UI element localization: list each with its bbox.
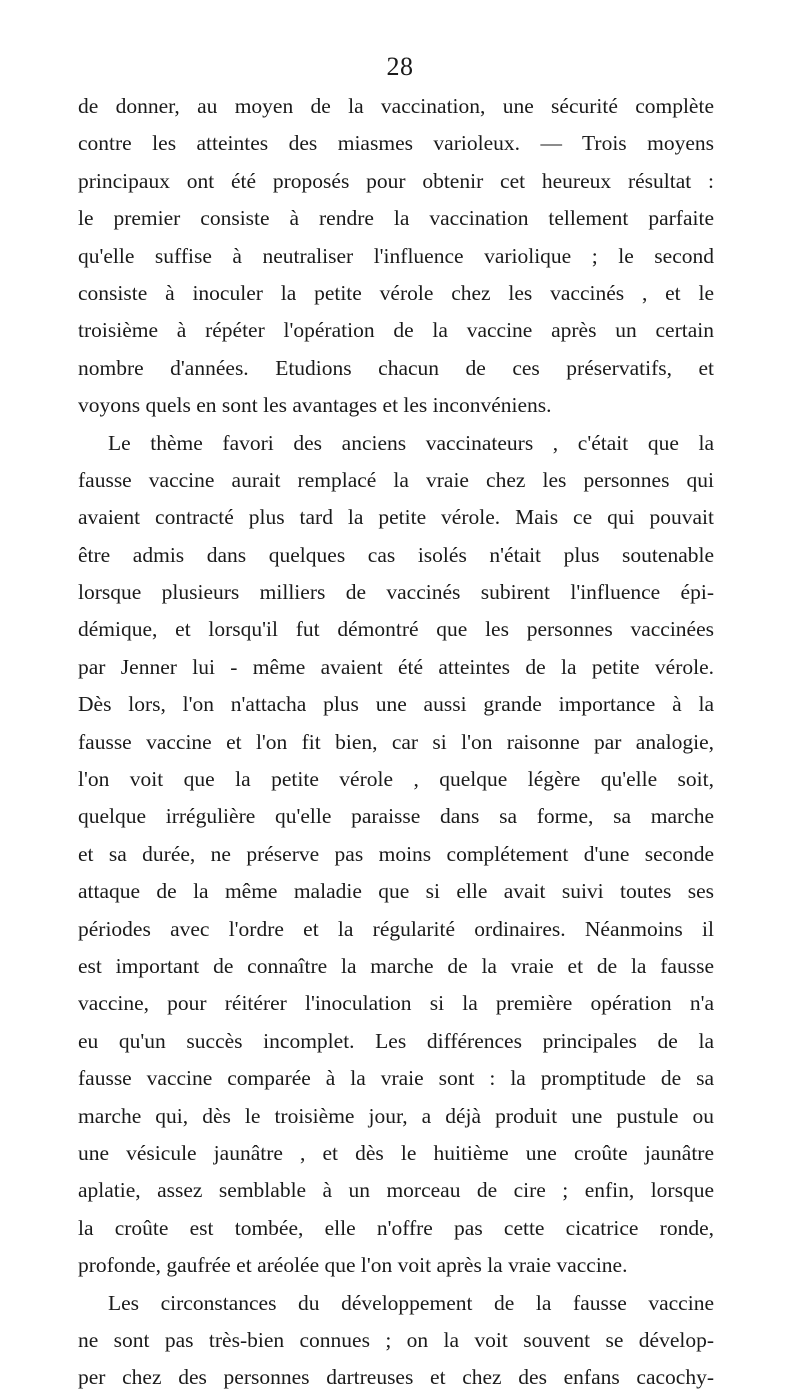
text-line: et sa durée, ne préserve pas moins complétement d'une seconde [78, 841, 714, 866]
text-line: consiste à inoculer la petite vérole chez les vaccinés , et le [78, 280, 714, 305]
text-line: marche qui, dès le troisième jour, a déjà produit une pustule ou [78, 1103, 714, 1128]
text-line: qu'elle suffise à neutraliser l'influence variolique ; le second [78, 243, 714, 268]
text-line: fausse vaccine aurait remplacé la vraie chez les personnes qui [78, 467, 714, 492]
text-line: contre les atteintes des miasmes varioleux. — Trois moyens [78, 131, 714, 156]
text-line: démique, et lorsqu'il fut démontré que les personnes vaccinées [78, 617, 714, 642]
text-line: l'on voit que la petite vérole , quelque légère qu'elle soit, [78, 767, 714, 792]
text-line: Les circonstances du développement de la fausse vaccine [108, 1290, 714, 1315]
text-line: voyons quels en sont les avantages et les inconvéniens. [78, 393, 552, 418]
text-line: être admis dans quelques cas isolés n'était plus soutenable [78, 542, 714, 567]
text-line: aplatie, assez semblable à un morceau de cire ; enfin, lorsque [78, 1178, 714, 1203]
text-line: périodes avec l'ordre et la régularité ordinaires. Néanmoins il [78, 916, 714, 941]
text-line: Dès lors, l'on n'attacha plus une aussi grande importance à la [78, 692, 714, 717]
text-line: profonde, gaufrée et aréolée que l'on voit après la vraie vaccine. [78, 1253, 628, 1278]
text-line: avaient contracté plus tard la petite vérole. Mais ce qui pouvait [78, 505, 714, 530]
text-line: vaccine, pour réitérer l'inoculation si la première opération n'a [78, 991, 714, 1016]
text-line: la croûte est tombée, elle n'offre pas cette cicatrice ronde, [78, 1215, 714, 1240]
text-line: troisième à répéter l'opération de la vaccine après un certain [78, 318, 714, 343]
text-line: Le thème favori des anciens vaccinateurs , c'était que la [108, 430, 714, 455]
text-line: lorsque plusieurs milliers de vaccinés subirent l'influence épi- [78, 580, 714, 605]
text-line: est important de connaître la marche de la vraie et de la fausse [78, 953, 714, 978]
text-line: fausse vaccine et l'on fit bien, car si l'on raisonne par analogie, [78, 729, 714, 754]
text-line: fausse vaccine comparée à la vraie sont : la promptitude de sa [78, 1066, 714, 1091]
text-line: quelque irrégulière qu'elle paraisse dans sa forme, sa marche [78, 804, 714, 829]
text-line: par Jenner lui - même avaient été atteintes de la petite vérole. [78, 654, 714, 679]
body-text [78, 88, 714, 1397]
text-line: une vésicule jaunâtre , et dès le huitième une croûte jaunâtre [78, 1140, 714, 1165]
page-number: 28 [386, 52, 414, 81]
text-line: eu qu'un succès incomplet. Les différences principales de la [78, 1028, 714, 1053]
text-line: le premier consiste à rendre la vaccination tellement parfaite [78, 206, 714, 231]
text-line: nombre d'années. Etudions chacun de ces préservatifs, et [78, 355, 714, 380]
text-line: de donner, au moyen de la vaccination, une sécurité complète [78, 94, 714, 118]
text-line: attaque de la même maladie que si elle avait suivi toutes ses [78, 879, 714, 904]
text-line: ne sont pas très-bien connues ; on la voit souvent se dévelop- [78, 1327, 714, 1352]
text-line: per chez des personnes dartreuses et chez des enfans cacochy- [78, 1365, 714, 1390]
text-line: principaux ont été proposés pour obtenir cet heureux résultat : [78, 168, 714, 193]
